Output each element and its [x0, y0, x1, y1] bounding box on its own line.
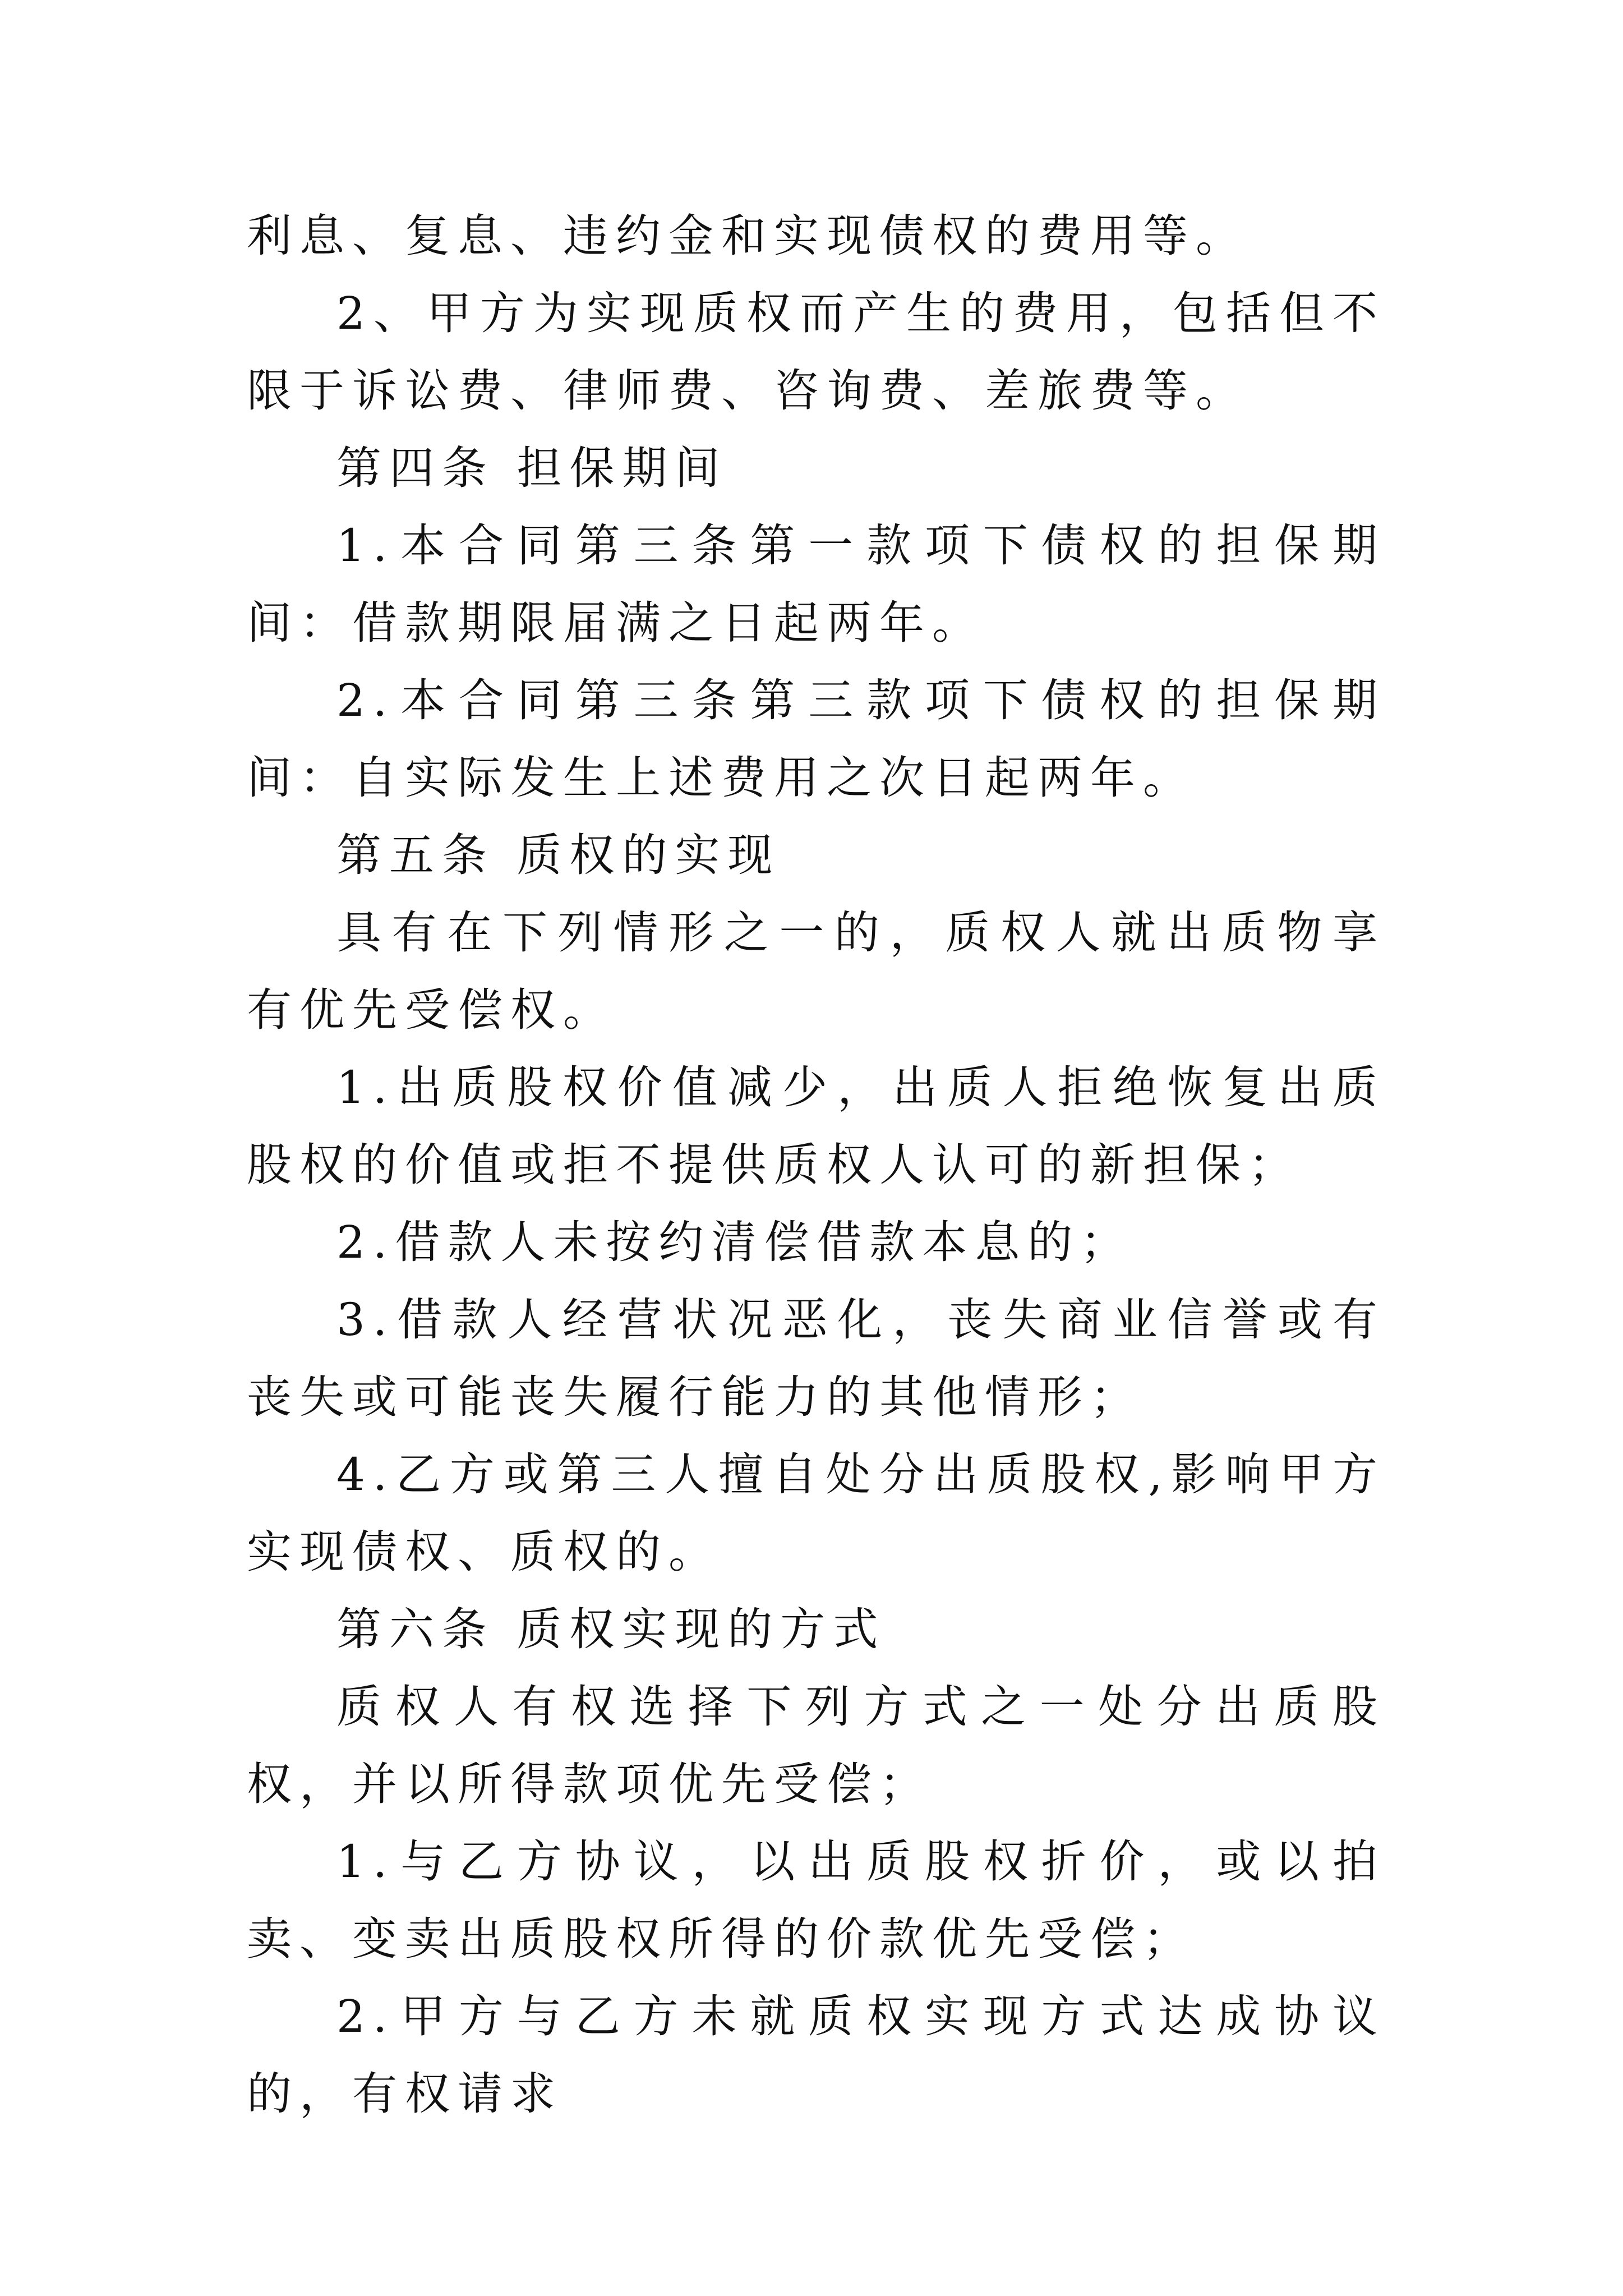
document-body: [247, 197, 1385, 2133]
paragraph-2: 2、甲方为实现质权而产生的费用，包括但不限于诉讼费、律师费、咨询费、差旅费等。: [247, 287, 1385, 417]
paragraph-10: 3.借款人经营状况恶化，丧失商业信誉或有丧失或可能丧失履行能力的其他情形；: [247, 1294, 1385, 1423]
paragraph-1: 利息、复息、违约金和实现债权的费用等。: [247, 210, 1248, 262]
paragraph-14: 1.与乙方协议，以出质股权折价，或以拍卖、变卖出质股权所得的价款优先受偿；: [247, 1835, 1385, 1965]
paragraph-9: 2.借款人未按约清偿借款本息的；: [336, 1216, 1133, 1268]
section-heading-article-6: 第六条 质权实现的方式: [336, 1603, 886, 1655]
paragraph-11: 4.乙方或第三人擅自处分出质股权,影响甲方实现债权、质权的。: [247, 1448, 1385, 1578]
paragraph-15: 2.甲方与乙方未就质权实现方式达成协议的，有权请求: [247, 1990, 1385, 2120]
paragraph-4: 1.本合同第三条第一款项下债权的担保期间：借款期限届满之日起两年。: [247, 519, 1385, 649]
paragraph-5: 2.本合同第三条第三款项下债权的担保期间：自实际发生上述费用之次日起两年。: [247, 674, 1385, 804]
paragraph-13: 质权人有权选择下列方式之一处分出质股权，并以所得款项优先受偿；: [247, 1681, 1385, 1810]
paragraph-7: 具有在下列情形之一的，质权人就出质物享有优先受偿权。: [247, 907, 1385, 1036]
section-heading-article-5: 第五条 质权的实现: [336, 829, 781, 881]
paragraph-8: 1.出质股权价值减少，出质人拒绝恢复出质股权的价值或拒不提供质权人认可的新担保；: [247, 1061, 1385, 1191]
section-heading-article-4: 第四条 担保期间: [336, 442, 728, 494]
